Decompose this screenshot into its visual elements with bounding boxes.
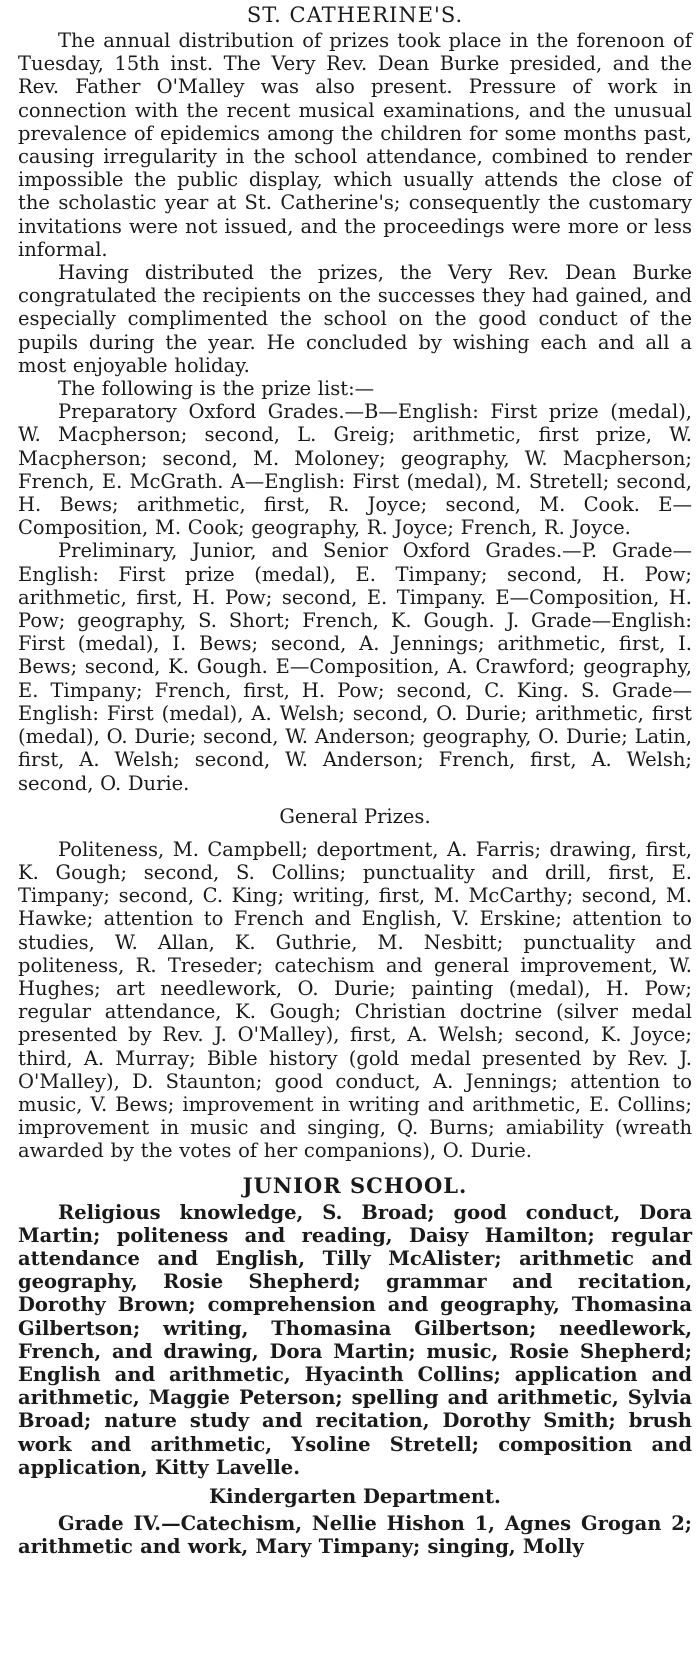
general-prizes-heading: General Prizes. <box>279 804 431 828</box>
article-title: ST. CATHERINE'S. <box>246 3 464 27</box>
kindergarten-heading: Kindergarten Department. <box>209 1484 501 1508</box>
junior-school-text: Religious knowledge, S. Broad; good conduct, Dora Martin; politeness and reading, Daisy Hamilton; regular attendance and English, Tilly McAlister; arithmetic and geography, Rosie Shepherd; grammar and recitation, Dorothy Brown; comprehension and geography, Thomasina Gilbertson; writing, Thomasina Gilbertson; needlework, French, and drawing, Dora Martin; music, Rosie Shepherd; English and arithmetic, Hyacinth Collins; application and arithmetic, Maggie Peterson; spelling and arithmetic, Sylvia Broad; nature study and recitation, Dorothy Smith; brush work and arithmetic, Ysoline Stretell; composition and application, Kitty Lavelle. <box>18 1200 692 1479</box>
article-paragraph-preparatory-grades: Preparatory Oxford Grades.—B—English: First prize (medal), W. Macpherson; second, L. Greig; arithmetic, first prize, W. Macpherson; second, M. Moloney; geography, W. Macpherson; French, E. McGrath. A—English: First (medal), M. Stretell; second, H. Bews; arithmetic, first, R. Joyce; second, M. Cook. E—Composition, M. Cook; geography, R. Joyce; French, R. Joyce. <box>18 400 692 540</box>
article-paragraph-prize-list-intro: The following is the prize list:— <box>58 377 375 401</box>
general-prizes-text: Politeness, M. Campbell; deportment, A. Farris; drawing, first, K. Gough; second, S. Collins; punctuality and drill, first, E. Timpany; second, C. King; writing, first, M. McCarthy; second, M. Hawke; attention to French and English, V. Erskine; attention to studies, W. Allan, K. Guthrie, M. Nesbitt; punctuality and politeness, R. Treseder; catechism and general improvement, W. Hughes; art needlework, O. Durie; painting (medal), H. Pow; regular attendance, K. Gough; Christian doctrine (silver medal presented by Rev. J. O'Malley), first, A. Welsh; second, K. Joyce; third, A. Murray; Bible history (gold medal presented by Rev. J. O'Malley), D. Staunton; good conduct, A. Jennings; attention to music, V. Bews; improvement in writing and arithmetic, E. Collins; improvement in music and singing, Q. Burns; amiability (wreath awarded by the votes of her companions), O. Durie. <box>18 837 692 1163</box>
article-paragraph-dean-address: Having distributed the prizes, the Very Rev. Dean Burke congratulated the recipients on the successes they had gained, and especially complimented the school on the good conduct of the pupils during the year. He concluded by wishing each and all a most enjoyable holiday. <box>18 261 692 377</box>
junior-school-heading: JUNIOR SCHOOL. <box>242 1172 468 1198</box>
article-paragraph-intro: The annual distribution of prizes took place in the forenoon of Tuesday, 15th inst. The Very Rev. Dean Burke presided, and the Rev. Father O'Malley was also present. Pressure of work in connection with the recent musical examinations, and the unusual prevalence of epidemics among the children for some months past, causing irregularity in the school attendance, combined to render impossible the public display, which usually attends the close of the scholastic year at St. Catherine's; consequently the customary invitations were not issued, and the proceedings were more or less informal. <box>18 29 692 261</box>
article-paragraph-oxford-grades: Preliminary, Junior, and Senior Oxford Grades.—P. Grade—English: First prize (medal), E. Timpany; second, H. Pow; arithmetic, first, H. Pow; second, E. Timpany. E—Composition, H. Pow; geography, S. Short; French, K. Gough. J. Grade—English: First (medal), I. Bews; second, A. Jennings; arithmetic, first, I. Bews; second, K. Gough. E—Composition, A. Crawford; geography, E. Timpany; French, first, H. Pow; second, C. King. S. Grade—English: First (medal), A. Welsh; second, O. Durie; arithmetic, first (medal), O. Durie; second, W. Anderson; geography, O. Durie; Latin, first, A. Welsh; second, W. Anderson; French, first, A. Welsh; second, O. Durie. <box>18 539 692 795</box>
kindergarten-text: Grade IV.—Catechism, Nellie Hishon 1, Agnes Grogan 2; arithmetic and work, Mary Timpany; singing, Molly <box>18 1511 692 1559</box>
